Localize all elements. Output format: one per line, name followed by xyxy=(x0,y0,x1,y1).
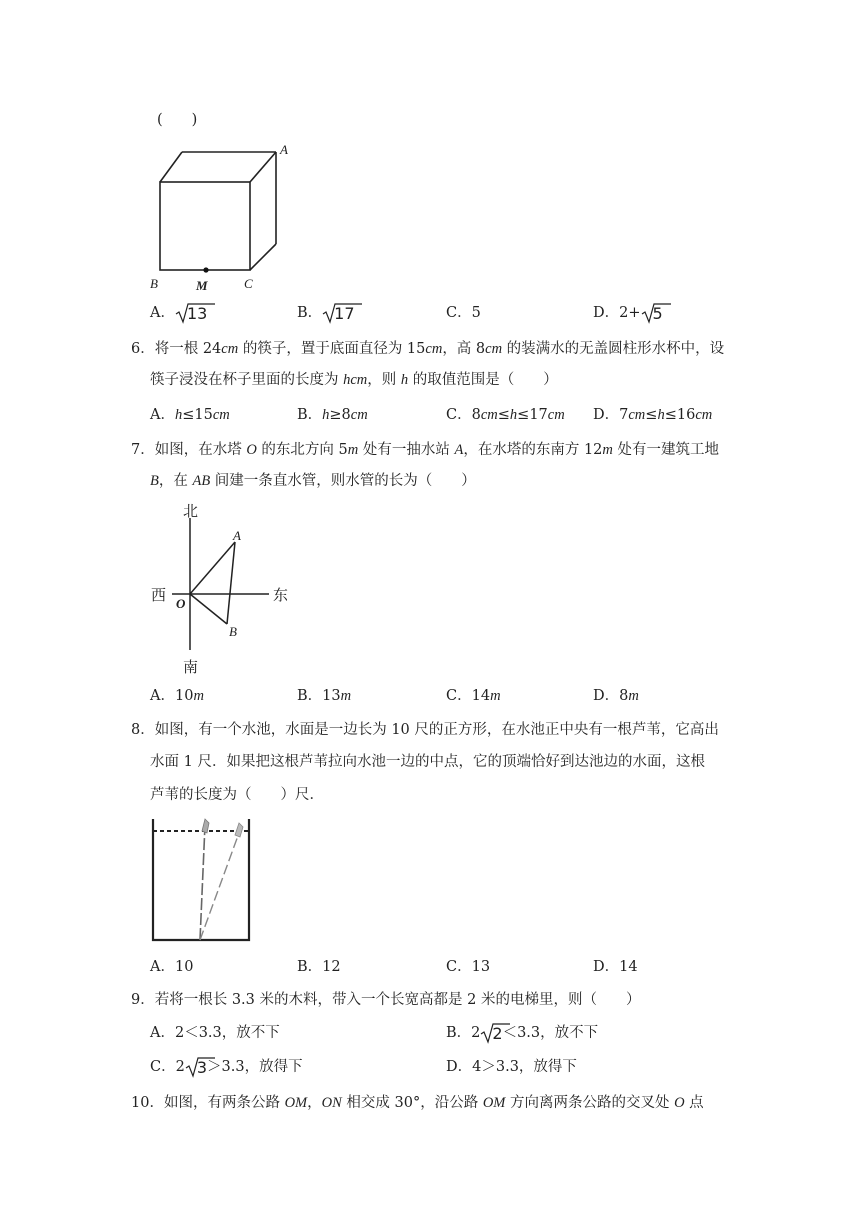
sqrt-symbol: 3 xyxy=(185,1056,207,1078)
q6-option-d[interactable]: D．7cm≤h≤16cm xyxy=(593,407,713,423)
q8-pool-figure xyxy=(145,815,260,949)
q7-label-east: 东 xyxy=(273,588,289,604)
q7-stem-line1: 7．如图，在水塔 O 的东北方向 5m 处有一抽水站 A，在水塔的东南方 12m 处有一建筑工地 xyxy=(131,442,719,458)
q6-option-b[interactable]: B．h≥8cm xyxy=(297,407,368,423)
q5-label-a: A xyxy=(280,142,288,157)
q6-option-a[interactable]: A．h≤15cm xyxy=(150,407,230,423)
q7-option-b[interactable]: B．13m xyxy=(297,688,352,704)
q8-stem-line2: 水面 1 尺．如果把这根芦苇拉向水池一边的中点，它的顶端恰好到达池边的水面，这根 xyxy=(150,754,705,770)
sqrt-symbol: 2 xyxy=(480,1022,502,1044)
q6-stem-line2: 筷子浸没在杯子里面的长度为 hcm，则 h 的取值范围是（ ） xyxy=(150,372,558,388)
q8-option-c[interactable]: C．13 xyxy=(446,959,491,975)
sqrt-symbol: 17 xyxy=(322,302,354,324)
q7-label-south: 南 xyxy=(183,660,199,676)
q6-option-c[interactable]: C．8cm≤h≤17cm xyxy=(446,407,565,423)
q7-option-d[interactable]: D．8m xyxy=(593,688,639,704)
q5-label-m: M xyxy=(196,278,208,293)
q7-stem-line2: B，在 AB 间建一条直水管，则水管的长为（ ） xyxy=(150,473,476,489)
sqrt-symbol: 13 xyxy=(175,302,207,324)
q9-option-a[interactable]: A．2＜3.3，放不下 xyxy=(150,1025,280,1041)
q7-label-west: 西 xyxy=(151,588,167,604)
q6-stem-line1: 6．将一根 24cm 的筷子，置于底面直径为 15cm，高 8cm 的装满水的无盖圆柱形水杯中，设 xyxy=(131,341,725,357)
q8-stem-line3: 芦苇的长度为（ ）尺． xyxy=(150,787,324,803)
q5-option-c[interactable]: C．5 xyxy=(446,305,481,321)
q7-option-c[interactable]: C．14m xyxy=(446,688,501,704)
q7-option-a[interactable]: A．10m xyxy=(150,688,204,704)
q5-option-b[interactable]: B． 17 xyxy=(297,302,355,324)
q8-option-b[interactable]: B．12 xyxy=(297,959,341,975)
q7-label-north: 北 xyxy=(183,504,199,520)
q7-compass-figure xyxy=(145,498,305,682)
q7-label-b: B xyxy=(229,624,237,639)
q9-option-c[interactable]: C．2 3＞3.3，放得下 xyxy=(150,1058,303,1077)
q5-answer-paren: ( ) xyxy=(157,112,198,128)
sqrt-symbol: 5 xyxy=(641,302,663,324)
q9-stem-line1: 9．若将一根长 3.3 米的木料，带入一个长宽高都是 2 米的电梯里，则（ ） xyxy=(131,992,641,1008)
q5-label-c: C xyxy=(244,276,253,291)
q8-option-a[interactable]: A．10 xyxy=(150,959,194,975)
q9-option-b[interactable]: B．2 2＜3.3，放不下 xyxy=(446,1024,599,1043)
q5-option-a[interactable]: A． 13 xyxy=(150,302,207,324)
q5-cube-figure xyxy=(140,140,300,299)
q7-label-a: A xyxy=(233,528,241,543)
q5-label-b: B xyxy=(150,276,158,291)
q8-stem-line1: 8．如图，有一个水池，水面是一边长为 10 尺的正方形，在水池正中央有一根芦苇，它高出 xyxy=(131,722,719,738)
q7-label-o: O xyxy=(176,596,186,611)
q9-option-d[interactable]: D．4＞3.3，放得下 xyxy=(446,1059,577,1075)
q8-option-d[interactable]: D．14 xyxy=(593,959,638,975)
q10-stem-line1: 10．如图，有两条公路 OM，ON 相交成 30°，沿公路 OM 方向离两条公路的交叉处 O 点 xyxy=(131,1095,704,1111)
q5-option-d[interactable]: D．2+ 5 xyxy=(593,302,663,324)
